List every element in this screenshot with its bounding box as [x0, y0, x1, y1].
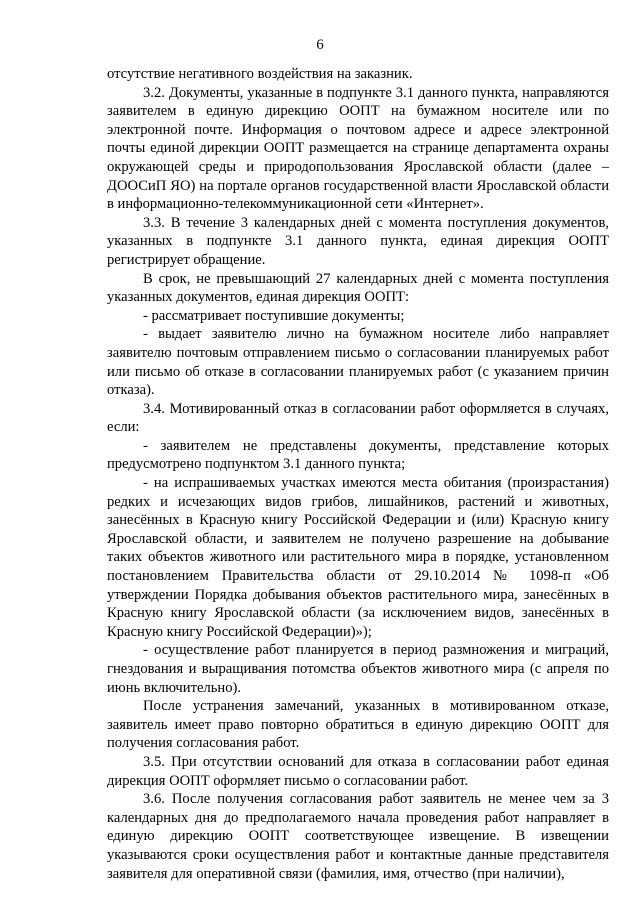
paragraph-continuation: отсутствие негативного воздействия на заказник.: [107, 66, 413, 82]
paragraph-3-4: 3.4. Мотивированный отказ в согласовании работ оформляется в случаях, если:: [107, 400, 609, 436]
paragraph-3-6: 3.6. После получения согласования работ заявитель не менее чем за 3 календарных дня до предполагаемого начала проведения работ направляет в единую дирекцию ООПТ соответствующее извещение. В извещении указываются сроки осуществления работ и контактные данные представителя заявителя для оперативной связи (фамилия, имя, отчество (при наличии),: [107, 791, 609, 882]
paragraph-3-2: 3.2. Документы, указанные в подпункте 3.1 данного пункта, направляются заявителем в единую дирекцию ООПТ на бумажном носителе или по электронной почте. Информация о почтовом адресе и адресе электронной почты единой дирекции ООПТ размещается на странице департамента охраны окружающей среды и природопользования Ярославской области (далее – ДООСиП ЯО) на портале органов государственной власти Ярославской области в информационно-телекоммуникационной сети «Интернет».: [107, 84, 609, 213]
paragraph-3-5: 3.5. При отсутствии оснований для отказа в согласовании работ единая дирекция ООПТ оформляет письмо о согласовании работ.: [107, 753, 609, 789]
list-item-review: - рассматривает поступившие документы;: [143, 307, 405, 324]
paragraph-3-3: 3.3. В течение 3 календарных дней с момента поступления документов, указанных в подпункте 3.1 данного пункта, единая дирекция ООПТ регистрирует обращение.: [107, 214, 609, 268]
list-item-breeding-period: - осуществление работ планируется в период размножения и миграций, гнездования и выращивания потомства объектов животного мира (с апреля по июнь включительно).: [107, 642, 609, 696]
list-item-missing-documents: - заявителем не представлены документы, представление которых предусмотрено подпунктом 3.1 данного пункта;: [107, 437, 609, 473]
body-text: [107, 65, 609, 883]
list-item-issue-letter: - выдает заявителю лично на бумажном носителе либо направляет заявителю почтовым отправлением письмо о согласовании планируемых работ или письмо об отказе в согласовании планируемых работ (с указанием причин отказа).: [107, 326, 609, 399]
page-number: 6: [316, 37, 324, 53]
paragraph-resubmission: После устранения замечаний, указанных в мотивированном отказе, заявитель имеет право повторно обратиться в единую дирекцию ООПТ для получения согласования работ.: [107, 698, 609, 752]
paragraph-review-term: В срок, не превышающий 27 календарных дней с момента поступления указанных документов, единая дирекция ООПТ:: [107, 270, 609, 306]
list-item-habitats: - на испрашиваемых участках имеются места обитания (произрастания) редких и исчезающих видов грибов, лишайников, растений и животных, занесённых в Красную книгу Российской Федерации и (или) Красную книгу Ярославской области, и заявителем не получено разрешение на добывание таких объектов животного или растительного мира в порядке, установленном постановлением Правительства области от 29.10.2014 № 1098-п «Об утверждении Порядка добывания объектов растительного мира, занесённых в Красную книгу Ярославской области (за исключением видов, занесённых в Красную книгу Российской Федерации)»);: [107, 475, 609, 640]
